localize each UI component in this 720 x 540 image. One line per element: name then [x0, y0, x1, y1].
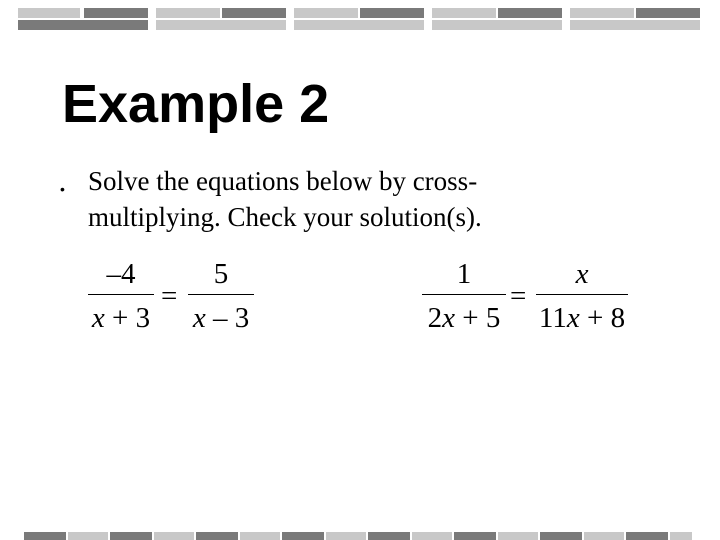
- equation-1-rhs-fraction: [188, 258, 254, 338]
- top-stripe-seg: [570, 20, 700, 30]
- slide-title: Example 2: [62, 74, 330, 134]
- bottom-stripe-seg: [368, 532, 410, 540]
- top-stripe-seg: [432, 20, 562, 30]
- equation-2: [422, 258, 632, 338]
- bottom-stripe-seg: [110, 532, 152, 540]
- bottom-stripe-seg: [498, 532, 538, 540]
- bullet-marker: •: [60, 181, 65, 197]
- bottom-stripe-seg: [154, 532, 194, 540]
- bottom-stripe-seg: [326, 532, 366, 540]
- equation-1-lhs-numerator: –4: [106, 258, 136, 290]
- top-stripe-seg: [294, 20, 424, 30]
- bottom-stripe-seg: [626, 532, 668, 540]
- equation-1-rhs-numerator: 5: [213, 258, 229, 290]
- top-stripe-seg: [360, 8, 424, 18]
- equation-2-rhs-fraction: [536, 258, 628, 338]
- variable-x: x: [442, 302, 455, 334]
- top-stripe-seg: [294, 8, 358, 18]
- equation-2-rhs-denominator: [536, 302, 628, 334]
- bottom-stripe-seg: [454, 532, 496, 540]
- equation-1-equals-sign: =: [161, 280, 178, 312]
- bottom-stripe-seg: [196, 532, 238, 540]
- bottom-stripe-seg: [412, 532, 452, 540]
- equation-2-lhs-numerator: 1: [456, 258, 472, 290]
- fraction-bar: [422, 294, 506, 295]
- variable-x: x: [91, 302, 105, 334]
- bottom-stripe-seg: [282, 532, 324, 540]
- variable-x: x: [192, 302, 206, 334]
- bottom-stripe-seg: [24, 532, 66, 540]
- top-stripe-seg: [18, 8, 80, 18]
- denominator-term: – 3: [205, 302, 250, 334]
- denominator-coefficient: 11: [538, 302, 567, 334]
- equation-2-equals-sign: =: [510, 280, 527, 312]
- top-stripe-seg: [636, 8, 700, 18]
- top-stripe-seg: [432, 8, 496, 18]
- fraction-bar: [188, 294, 254, 295]
- top-stripe-seg: [498, 8, 562, 18]
- bullet-text: Solve the equations below by cross-multiplying. Check your solution(s).: [88, 166, 482, 232]
- top-stripe-bar: [0, 6, 720, 34]
- top-stripe-seg: [18, 20, 148, 30]
- fraction-bar: [536, 294, 628, 295]
- fraction-bar: [88, 294, 154, 295]
- equation-1: [88, 258, 258, 338]
- top-stripe-seg: [570, 8, 634, 18]
- top-stripe-seg: [156, 20, 286, 30]
- top-stripe-seg: [84, 8, 148, 18]
- equation-2-lhs-fraction: [422, 258, 506, 338]
- denominator-coefficient: 2: [427, 302, 443, 334]
- bottom-stripe-bar: [0, 530, 720, 540]
- equation-2-lhs-denominator: [422, 302, 506, 334]
- equation-1-rhs-denominator: [188, 302, 254, 334]
- top-stripe-seg: [156, 8, 220, 18]
- equation-1-lhs-fraction: [88, 258, 154, 338]
- bottom-stripe-seg: [670, 532, 692, 540]
- denominator-term: + 5: [455, 302, 501, 334]
- bottom-stripe-seg: [584, 532, 624, 540]
- bottom-stripe-seg: [540, 532, 582, 540]
- bottom-stripe-seg: [240, 532, 280, 540]
- top-stripe-seg: [222, 8, 286, 18]
- denominator-term: + 8: [579, 302, 626, 334]
- bottom-stripe-seg: [68, 532, 108, 540]
- denominator-term: + 3: [104, 302, 151, 334]
- variable-x: x: [566, 302, 580, 334]
- equation-2-rhs-numerator: x: [575, 258, 589, 290]
- equation-1-lhs-denominator: [88, 302, 154, 334]
